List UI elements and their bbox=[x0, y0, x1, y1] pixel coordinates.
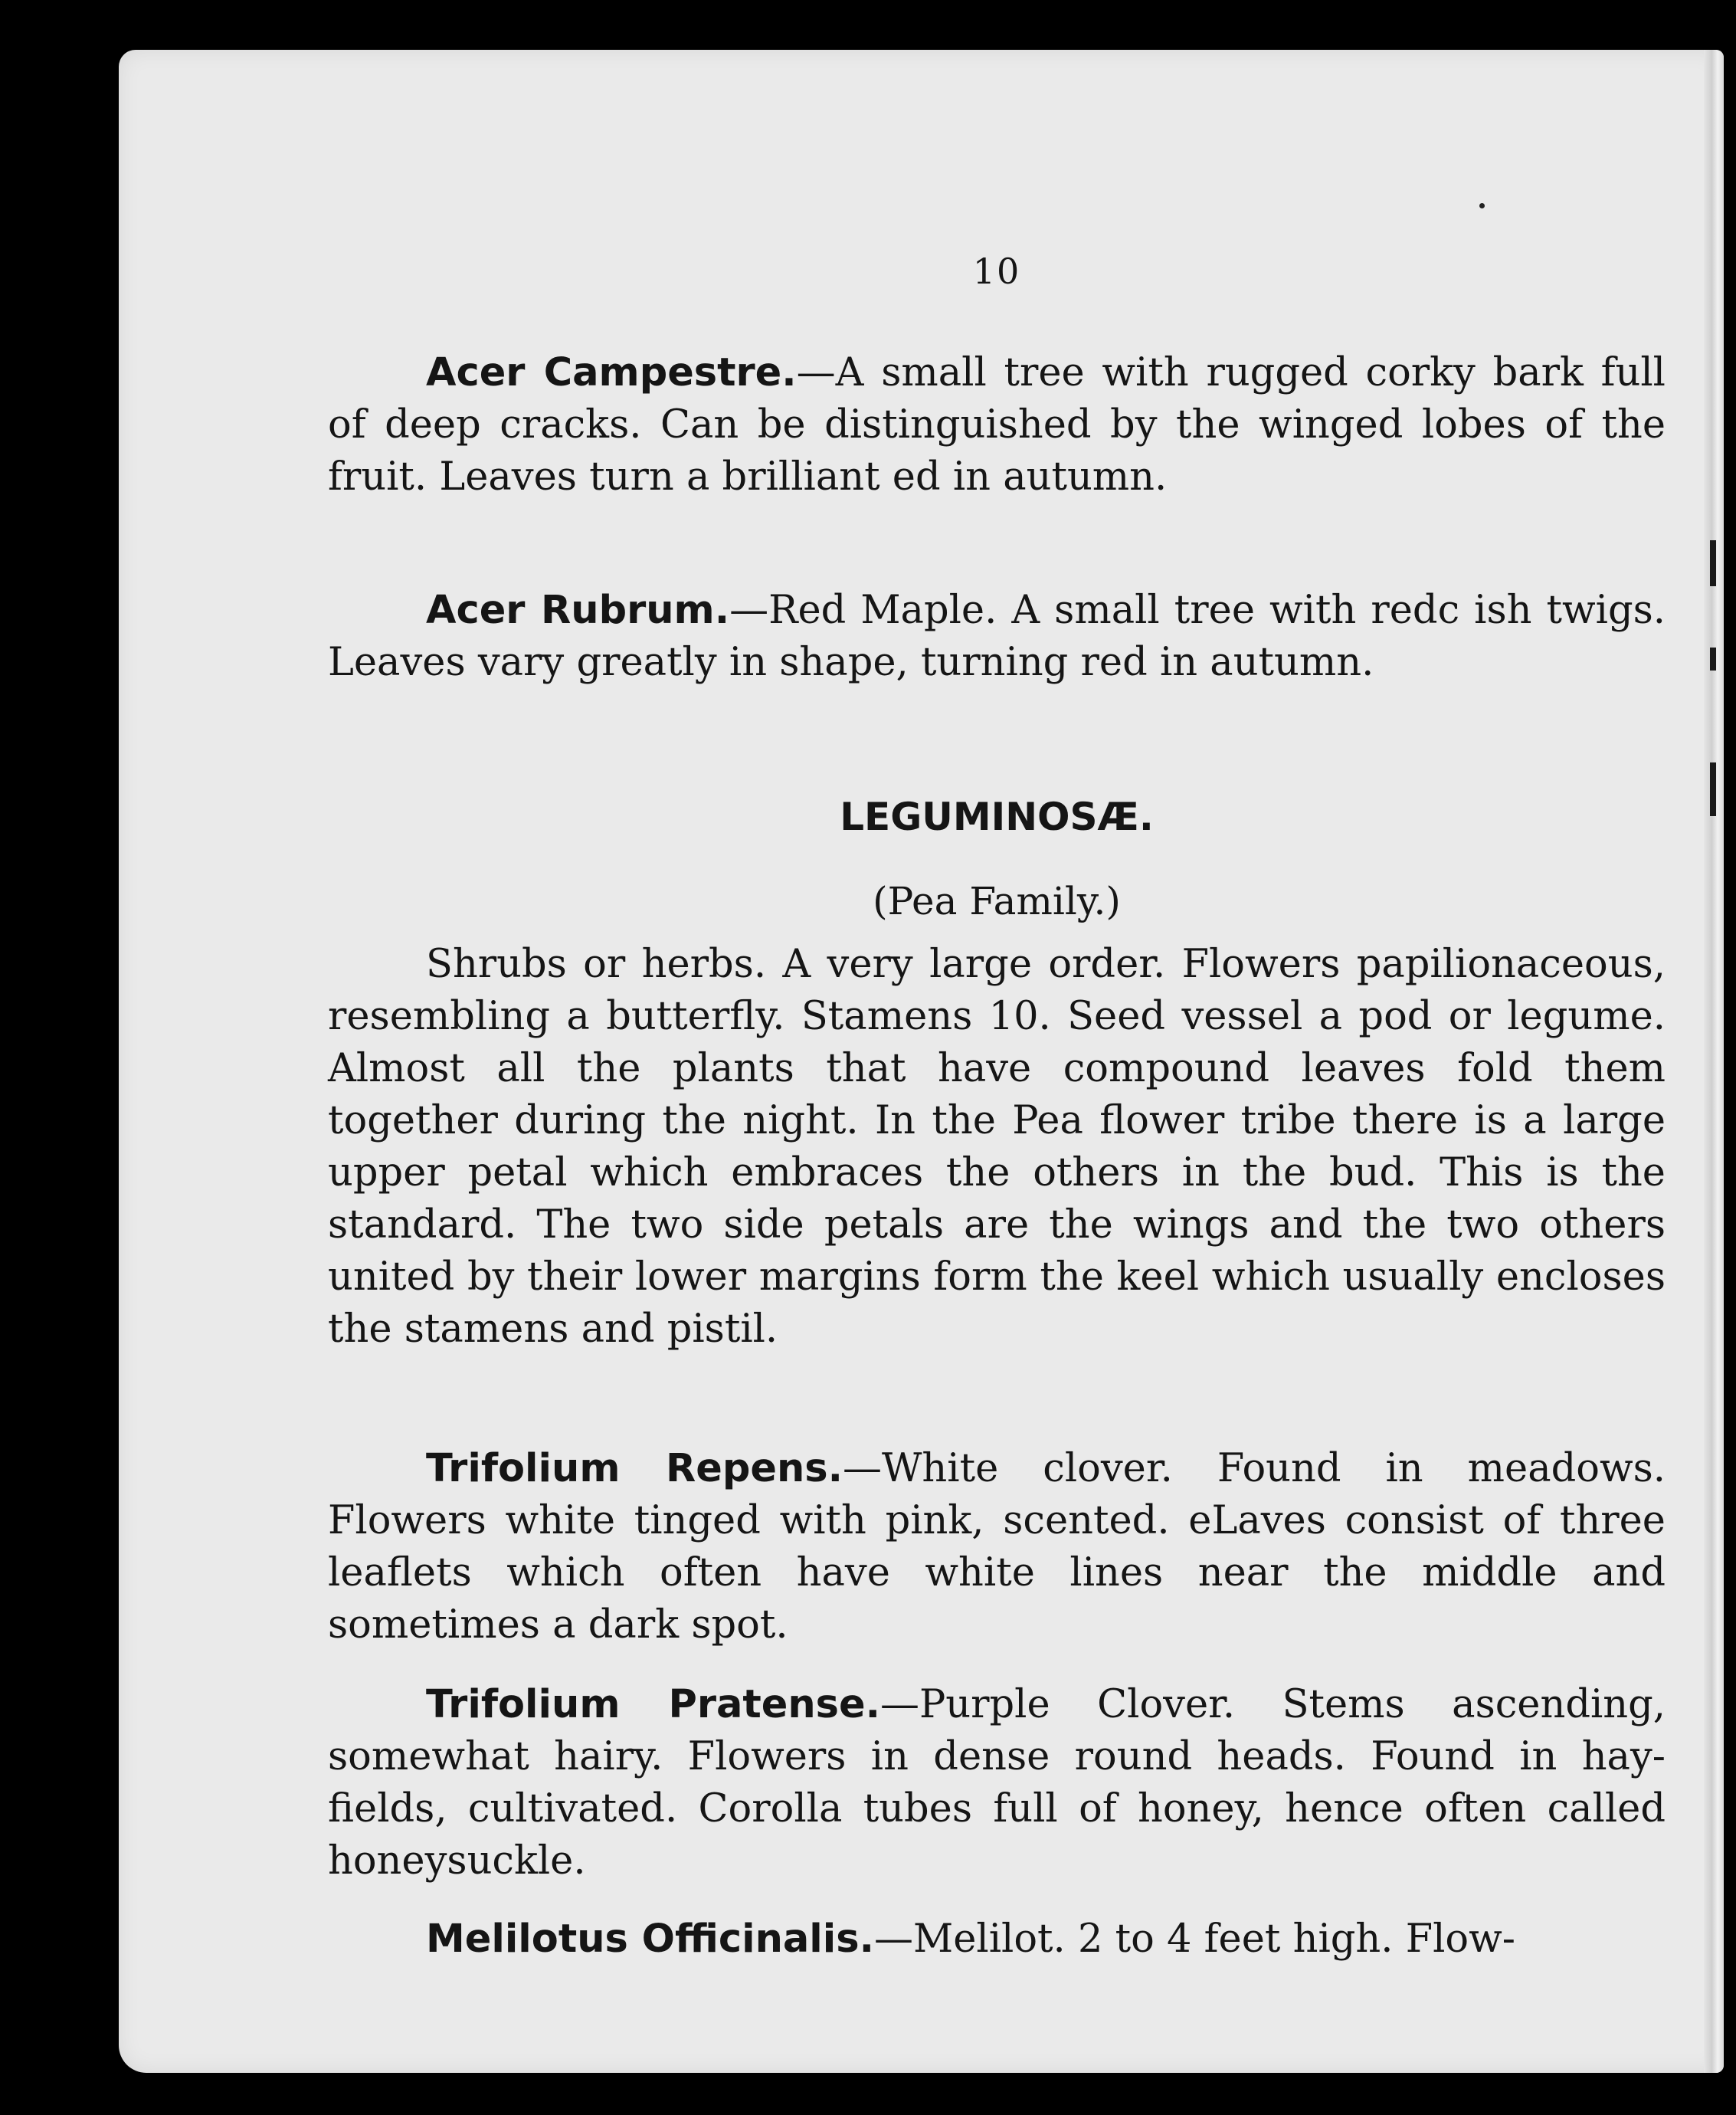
entry-acer-rubrum bbox=[328, 585, 1666, 689]
family-heading: LEGUMINOSÆ. bbox=[840, 795, 1154, 839]
family-description-text: Shrubs or herbs. A very large order. Flowers papilionaceous, resembling a butterfly. Stamens 10. Seed vessel a pod or legume. Almost all the plants that have compound leaves fold them together during the night. In the Pea flower tribe there is a large upper petal which embraces the others in the bud. This is the standard. The two side petals are the wings and the two others united by their lower margins form the keel which usually encloses the stamens and pistil. bbox=[328, 942, 1666, 1352]
species-description: —Purple Clover. Stems ascending, somewhat hairy. Flowers in dense round heads. Found in hay-fields, cultivated. Corolla tubes full of honey, hence often called honeysuckle. bbox=[328, 1682, 1666, 1884]
species-name: Acer Rubrum. bbox=[426, 588, 730, 633]
book-page bbox=[119, 50, 1724, 2073]
species-description: —Red Maple. A small tree with redc ish twigs. Leaves vary greatly in shape, turning red in autumn. bbox=[328, 588, 1666, 685]
species-name: Trifolium Pratense. bbox=[426, 1682, 880, 1727]
entry-melilotus-officinalis bbox=[328, 1913, 1666, 1966]
species-name: Acer Campestre. bbox=[426, 350, 797, 395]
species-description: —White clover. Found in meadows. Flowers white tinged with pink, scented. eLaves consist of three leaflets which often have white lines near the middle and sometimes a dark spot. bbox=[328, 1446, 1666, 1648]
page-binding-edge bbox=[1704, 50, 1724, 2073]
species-description: —Melilot. 2 to 4 feet high. Flow- bbox=[873, 1917, 1515, 1962]
species-description: —A small tree with rugged corky bark full of deep cracks. Can be distinguished by the winged lobes of the fruit. Leaves turn a brilliant ed in autumn. bbox=[328, 350, 1666, 500]
edge-mark bbox=[1710, 648, 1716, 671]
edge-mark bbox=[1710, 762, 1716, 816]
edge-mark bbox=[1710, 540, 1716, 586]
entry-trifolium-repens bbox=[328, 1443, 1666, 1651]
page-number: 10 bbox=[972, 251, 1021, 292]
family-subheading: (Pea Family.) bbox=[873, 879, 1121, 923]
family-description bbox=[328, 939, 1666, 1356]
dust-speck bbox=[1479, 203, 1485, 208]
entry-acer-campestre bbox=[328, 347, 1666, 503]
species-name: Melilotus Officinalis. bbox=[426, 1917, 874, 1962]
entry-trifolium-pratense bbox=[328, 1679, 1666, 1887]
species-name: Trifolium Repens. bbox=[426, 1446, 843, 1491]
